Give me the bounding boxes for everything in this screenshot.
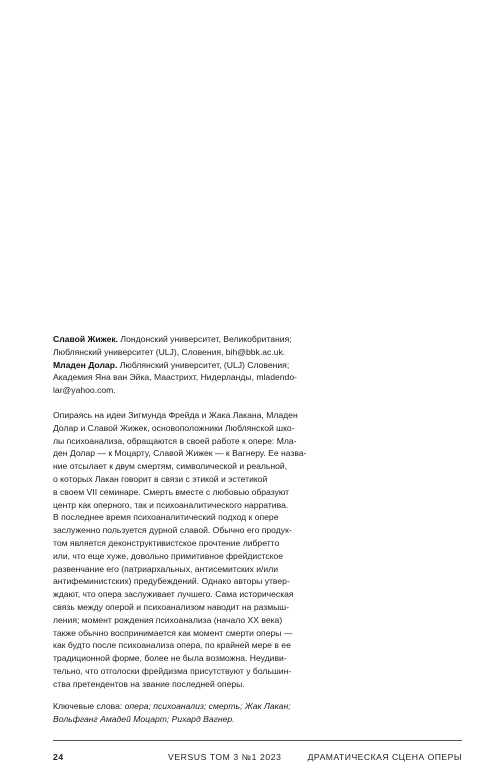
author-affiliation-zizek-1: Лондонский университет, Великобритания; <box>118 334 292 344</box>
keywords-line-1 <box>53 700 463 713</box>
page-number: 24 <box>53 752 64 762</box>
keywords <box>53 700 463 726</box>
keywords-list-2: Вольфганг Амадей Моцарт; Рихард Вагнер. <box>53 714 235 724</box>
abstract-line: ства претендентов на звание последней оперы. <box>53 678 245 689</box>
abstract-line: тельно, что отголоски фрейдизма присутствуют у большин- <box>53 665 292 676</box>
abstract-line: или, что еще хуже, довольно примитивное фрейдистское <box>53 550 284 561</box>
abstract-line: традиционной форме, более не была возможна. Неудиви- <box>53 653 287 664</box>
keywords-list-1: опера; психоанализ; смерть; Жак Лакан; <box>124 701 291 711</box>
abstract-line: в своем VII семинаре. Смерть вместе с любовью образуют <box>53 486 290 497</box>
author-affiliations <box>53 333 463 397</box>
abstract-line: ления; момент рождения психоанализа (начало XX века) <box>53 614 283 625</box>
abstract-line: том является деконструктивистское прочтение либретто <box>53 537 280 548</box>
abstract-line: ден Долар — к Моцарту, Славой Жижек — к Вагнеру. Ее назва- <box>53 448 307 459</box>
abstract-line: лы психоанализа, обращаются в своей работе к опере: Мла- <box>53 435 297 446</box>
keywords-label: Ключевые слова: <box>53 701 125 711</box>
abstract-line: как будто после психоанализа опера, по крайней мере в ее <box>53 640 291 651</box>
abstract-line: также обычно воспринимается как момент смерти оперы — <box>53 627 293 638</box>
author-dolar <box>53 359 463 372</box>
abstract-line: В последнее время психоаналитический подход к опере <box>53 512 279 523</box>
abstract-line: развенчание его (патриархальных, антисемитских и/или <box>53 563 279 574</box>
abstract <box>53 409 463 691</box>
footer-divider <box>53 740 462 741</box>
abstract-line: заслуженно пользуется дурной славой. Обычно его продук- <box>53 525 292 536</box>
section-title: ДРАМАТИЧЕСКАЯ СЦЕНА ОПЕРЫ <box>307 752 462 762</box>
author-affiliation-dolar-3: lar@yahoo.com. <box>53 385 116 396</box>
author-affiliation-zizek-2: Люблянский университет (ULJ), Словения, bih@bbk.ac.uk. <box>53 346 286 357</box>
page-footer <box>53 752 462 766</box>
abstract-line: ждают, что опера заслуживает лучшего. Сама историческая <box>53 589 294 600</box>
author-affiliation-dolar-1: Люблянский университет, (ULJ) Словения; <box>117 359 290 370</box>
author-name-dolar: Младен Долар. <box>53 359 118 370</box>
abstract-line: Опираясь на идеи Зигмунда Фрейда и Жака Лакана, Младен <box>53 410 298 420</box>
author-name-zizek: Славой Жижек. <box>53 334 119 344</box>
abstract-line: связь между оперой и психоанализом наводит на размыш- <box>53 601 290 612</box>
abstract-line: Долар и Славой Жижек, основоположники Люблянской шко- <box>53 422 295 433</box>
abstract-line: центр как оперного, так и психоаналитического нарратива. <box>53 499 289 510</box>
author-affiliation-dolar-2: Академия Яна ван Эйка, Маастрихт, Нидерланды, mladendo- <box>53 372 297 383</box>
abstract-line: антифеминистских) предубеждений. Однако авторы утвер- <box>53 576 290 587</box>
abstract-line: ние отсылает к двум смертям, символической и реальной, <box>53 461 288 472</box>
keywords-line-2 <box>53 713 463 726</box>
journal-issue: VERSUS ТОМ 3 №1 2023 <box>168 752 282 762</box>
abstract-line: о которых Лакан говорит в связи с этикой и эстетикой <box>53 473 268 484</box>
author-zizek <box>53 333 463 346</box>
